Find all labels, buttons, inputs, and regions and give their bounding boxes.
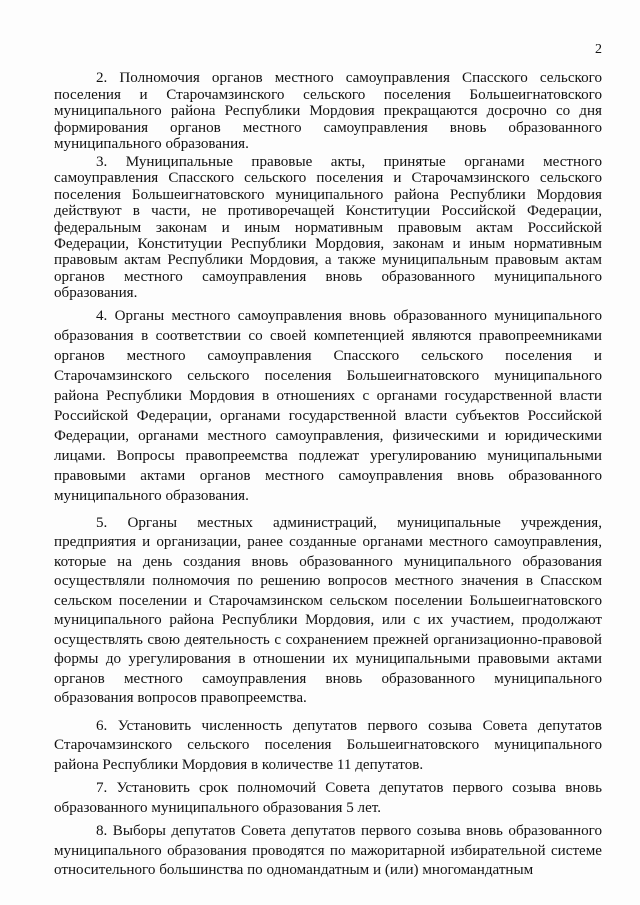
paragraph-4: 4. Органы местного самоуправления вновь образованного муниципального образования в соответствии со своей компетенцией являются правопреемниками органов местного самоуправления Спасского сельского поселения и Старочамзинского сельского поселения Большеигнатовского муниципального района Республики Мордовия в отношениях с органами государственной власти Российской Федерации, органами государственной власти субъектов Российской Федерации, органами местного самоуправления, физическими и юридическими лицами. Вопросы правопреемства подлежат урегулированию муниципальными правовыми актами органов местного самоуправления вновь образованного муниципального образования.	[54, 307, 602, 504]
paragraph-8: 8. Выборы депутатов Совета депутатов первого созыва вновь образованного муниципального образования проводятся по мажоритарной избирательной системе относительного большинства по одномандатным и (или) многомандатным	[54, 823, 602, 879]
paragraph-3: 3. Муниципальные правовые акты, принятые органами местного самоуправления Спасского сельского поселения и Старочамзинского сельского поселения Большеигнатовского муниципального района Республики Мордовия действуют в части, не противоречащей Конституции Российской Федерации, федеральным законам и иным нормативным правовым актам Российской Федерации, Конституции Республики Мордовия, законам и иным нормативным правовым актам Республики Мордовия, а также муниципальным правовым актам органов местного самоуправления вновь образованного муниципального образования.	[54, 153, 602, 302]
paragraph-5: 5. Органы местных администраций, муниципальные учреждения, предприятия и организации, ранее созданные органами местного самоуправления, которые на день создания вновь образованного муниципального образования осуществляли полномочия по решению вопросов местного значения в Спасском сельском поселении и Старочамзинском сельском поселении Большеигнатовского муниципального района Республики Мордовия, или с их участием, продолжают осуществлять свою деятельность с сохранением прежней организационно-правовой формы до урегулирования в отношении их муниципальными правовыми актами органов местного самоуправления вновь образованного муниципального образования вопросов правопреемства.	[54, 514, 602, 707]
paragraph-6: 6. Установить численность депутатов первого созыва Совета депутатов Старочамзинского сельского поселения Большеигнатовского муниципального района Республики Мордовия в количестве 11 депутатов.	[54, 717, 602, 773]
paragraph-7: 7. Установить срок полномочий Совета депутатов первого созыва вновь образованного муниципального образования 5 лет.	[54, 780, 602, 816]
document-body	[54, 70, 602, 881]
page-number: 2	[595, 42, 602, 57]
paragraph-2: 2. Полномочия органов местного самоуправления Спасского сельского поселения и Старочамзинского сельского поселения Большеигнатовского муниципального района Республики Мордовия прекращаются досрочно со дня формирования органов местного самоуправления вновь образованного муниципального образования.	[54, 70, 602, 153]
